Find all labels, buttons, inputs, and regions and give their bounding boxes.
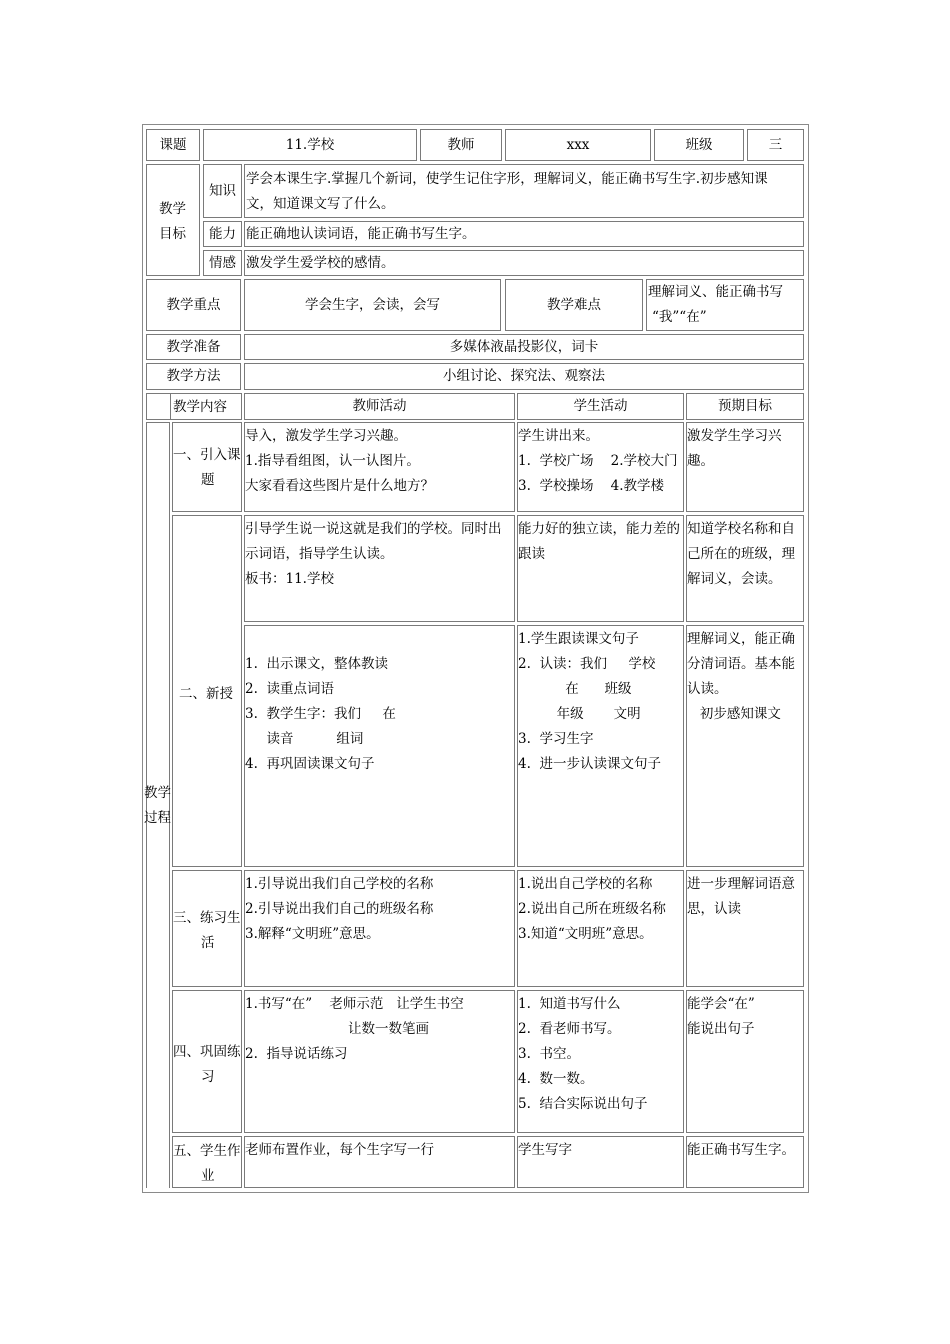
section-5-student-line1: 学生写字	[518, 1142, 572, 1158]
section-1-teacher-line3: 大家看看这些图片是什么地方？	[245, 478, 434, 494]
col-content-header: 教学内容	[170, 393, 242, 420]
section-1-goal	[686, 422, 804, 512]
process-label-cell	[146, 422, 170, 1188]
section-1-teacher-line2: 1.指导看组图，认一认图片。	[245, 453, 420, 469]
knowledge-label: 知识	[203, 164, 242, 218]
section-4-student-line2: 2. 看老师书写。	[518, 1021, 621, 1037]
section-2a-teacher-line3: 板书：11.学校	[245, 571, 334, 587]
section-1-student-line3: 3. 学校操场 4.教学楼	[518, 478, 665, 494]
section-2b-student-line3: 在 班级	[518, 681, 632, 697]
section-2b-teacher-line4: 读音 组词	[245, 731, 364, 747]
process-label-line2: 过程	[144, 810, 171, 826]
section-3-goal-line1: 进一步理解词语意	[687, 876, 795, 892]
ability-text: 能正确地认读词语，能正确书写生字。	[244, 221, 804, 247]
section-2a-goal	[686, 515, 804, 622]
section-4-teacher-line1: 1.书写“在” 老师示范 让学生书空	[245, 996, 464, 1012]
difficulty-label: 教学难点	[505, 279, 643, 331]
process-label-line1: 教学	[144, 785, 171, 801]
section-1-teacher-line1: 导入，激发学生学习兴趣。	[245, 428, 407, 444]
section-1-title	[172, 422, 242, 512]
section-2a-teacher	[244, 515, 515, 622]
section-4-teacher-line3: 2. 指导说话练习	[245, 1046, 348, 1062]
section-3-student-line1: 1.说出自己学校的名称	[518, 876, 653, 892]
class-label: 班级	[654, 129, 744, 161]
section-5-title	[172, 1136, 242, 1188]
prep-value: 多媒体液晶投影仪，词卡	[244, 334, 804, 360]
section-5-teacher	[244, 1136, 515, 1188]
section-2-title	[172, 515, 242, 867]
section-4-title	[172, 990, 242, 1133]
section-2b-student-line1: 1.学生跟读课文句子	[518, 631, 639, 647]
goals-label-line1: 教学	[159, 201, 186, 217]
section-3-teacher-line2: 2.引导说出我们自己的班级名称	[245, 901, 434, 917]
section-5-teacher-line1: 老师布置作业，每个生字写一行	[245, 1142, 434, 1158]
section-4-teacher-line2: 让数一数笔画	[245, 1021, 429, 1037]
process-header-spacer	[146, 393, 170, 420]
knowledge-line1: 学会本课生字.掌握几个新词，使学生记住字形，理解词义，能正确书写生字.初步感知课	[246, 171, 768, 187]
section-2b-student-line6: 4. 进一步认读课文句子	[518, 756, 661, 772]
section-4-teacher	[244, 990, 515, 1133]
section-4-student	[517, 990, 684, 1133]
goals-label-cell	[146, 164, 200, 276]
teacher-value: xxx	[505, 129, 651, 161]
section-2b-teacher-line2: 2. 读重点词语	[245, 681, 334, 697]
method-value: 小组讨论、探究法、观察法	[244, 363, 804, 390]
ability-label: 能力	[203, 221, 242, 247]
section-4-student-line4: 4. 数一数。	[518, 1071, 594, 1087]
section-4-goal-line1: 能学会“在”	[687, 996, 755, 1012]
section-3-teacher	[244, 870, 515, 987]
section-2b-goal-line1: 理解词义，能正确	[687, 631, 795, 647]
section-5-student	[517, 1136, 684, 1188]
section-1-title-line2: 题	[201, 472, 215, 488]
method-label: 教学方法	[146, 363, 241, 390]
section-2b-student-line5: 3. 学习生字	[518, 731, 594, 747]
section-5-goal-line1: 能正确书写生字。	[687, 1142, 795, 1158]
section-2a-goal-line2: 己所在的班级，理	[687, 546, 795, 562]
section-3-student-line2: 2.说出自己所在班级名称	[518, 901, 666, 917]
section-2b-teacher-line1: 1. 出示课文，整体教读	[245, 656, 388, 672]
section-4-student-line3: 3. 书空。	[518, 1046, 580, 1062]
section-2a-goal-line3: 解词义，会读。	[687, 571, 782, 587]
section-2b-goal	[686, 625, 804, 867]
knowledge-line2: 文，知道课文写了什么。	[246, 196, 395, 212]
section-3-goal	[686, 870, 804, 987]
key-point-label: 教学重点	[146, 279, 241, 331]
section-2b-teacher-line5: 4. 再巩固读课文句子	[245, 756, 375, 772]
section-2a-teacher-line1: 引导学生说一说这就是我们的学校。同时出	[245, 521, 502, 537]
difficulty-line2: “我”“在”	[652, 309, 707, 325]
section-3-teacher-line3: 3.解释“文明班”意思。	[245, 926, 380, 942]
section-2b-teacher	[244, 625, 515, 867]
section-2b-goal-line6: 初步感知课文	[687, 706, 781, 722]
section-4-student-line1: 1. 知道书写什么	[518, 996, 621, 1012]
section-2b-student-line4: 年级 文明	[518, 706, 641, 722]
section-4-goal	[686, 990, 804, 1133]
section-2a-teacher-line2: 示词语，指导学生认读。	[245, 546, 394, 562]
section-1-goal-line1: 激发学生学习兴	[687, 428, 782, 444]
section-1-student-line1: 学生讲出来。	[518, 428, 599, 444]
goals-label-line2: 目标	[159, 226, 186, 242]
section-1-teacher	[244, 422, 515, 512]
prep-label: 教学准备	[146, 334, 241, 360]
topic-value: 11.学校	[203, 129, 417, 161]
col-goal-header: 预期目标	[686, 393, 804, 420]
section-4-goal-line2: 能说出句子	[687, 1021, 755, 1037]
section-2a-student	[517, 515, 684, 622]
section-2a-goal-line1: 知道学校名称和自	[687, 521, 795, 537]
emotion-text: 激发学生爱学校的感情。	[244, 250, 804, 276]
section-4-title-line1: 四、巩固练	[173, 1044, 241, 1060]
section-3-teacher-line1: 1.引导说出我们自己学校的名称	[245, 876, 434, 892]
section-2b-goal-line2: 分清词语。基本能	[687, 656, 795, 672]
section-2b-student	[517, 625, 684, 867]
difficulty-value	[646, 279, 804, 331]
col-teacher-header: 教师活动	[244, 393, 515, 420]
section-1-student-line2: 1. 学校广场 2.学校大门	[518, 453, 678, 469]
section-5-goal	[686, 1136, 804, 1188]
difficulty-line1: 理解词义、能正确书写	[648, 284, 783, 300]
section-1-student	[517, 422, 684, 512]
section-4-student-line5: 5. 结合实际说出句子	[518, 1096, 648, 1112]
col-student-header: 学生活动	[517, 393, 684, 420]
section-2b-student-line2: 2. 认读：我们 学校	[518, 656, 656, 672]
section-5-title-line1: 五、学生作	[173, 1143, 241, 1159]
section-3-title-line2: 活	[201, 935, 215, 951]
teacher-label: 教师	[420, 129, 502, 161]
emotion-label: 情感	[203, 250, 242, 276]
section-3-student	[517, 870, 684, 987]
section-3-title-line1: 三、练习生	[173, 910, 241, 926]
section-2a-student-line1: 能力好的独立读，能力差的	[518, 521, 680, 537]
topic-label: 课题	[146, 129, 200, 161]
class-value: 三	[747, 129, 804, 161]
section-3-student-line3: 3.知道“文明班”意思。	[518, 926, 653, 942]
section-2-title-line1: 二、新授	[179, 686, 233, 702]
section-3-title	[172, 870, 242, 987]
section-1-goal-line2: 趣。	[687, 453, 714, 469]
section-3-goal-line2: 思，认读	[687, 901, 741, 917]
section-4-title-line2: 习	[201, 1069, 215, 1085]
section-5-title-line2: 业	[201, 1168, 215, 1184]
section-2b-teacher-line3: 3. 教学生字：我们 在	[245, 706, 396, 722]
key-point-value: 学会生字，会读，会写	[244, 279, 501, 331]
knowledge-text	[244, 164, 804, 218]
section-1-title-line1: 一、引入课	[173, 447, 241, 463]
section-2b-goal-line3: 认读。	[687, 681, 728, 697]
section-2a-student-line2: 跟读	[518, 546, 545, 562]
